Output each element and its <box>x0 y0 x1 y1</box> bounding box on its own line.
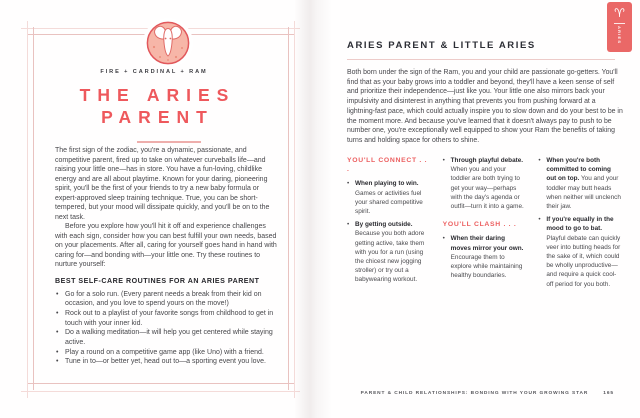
clash-item-text: You and your toddler may butt heads when neither will unclench their jaw. <box>546 175 621 211</box>
frame-line <box>27 383 294 384</box>
aries-ram-icon <box>146 21 190 65</box>
intro-paragraph: Before you explore how you'll hit it off and experience challenges with each sign, consider how you can best fulfill your own needs, based on your placements. After all, caring for yourself goes hand in hand with caring for—and bonding with—your little one. Try these routines to nurture yourself: <box>55 223 277 268</box>
clash-item <box>538 156 621 211</box>
heading-underline <box>347 59 615 60</box>
self-care-item: • Go for a solo run. (Every parent needs a break from their kid on occasion, and you love to spend yours on the move!) <box>55 290 277 309</box>
self-care-heading: BEST SELF-CARE ROUTINES FOR AN ARIES PARENT <box>55 276 260 285</box>
right-page <box>308 0 640 418</box>
page-title <box>0 84 308 128</box>
clash-item-text: Playful debate can quickly veer into butting heads for the sake of it, which could be wholly unproductive—and require a quick cool-off period for you both. <box>546 234 621 288</box>
frame-line <box>33 27 34 390</box>
connect-item-text: When you and your toddler are both trying to get your way—perhaps with the day's agenda or outfit—turn it into a game. <box>450 166 524 211</box>
clash-item-lead: When you're both committed to coming out on top. <box>546 157 611 183</box>
left-page-body <box>55 146 277 367</box>
clash-item <box>538 215 621 289</box>
page-title-line1: THE ARIES <box>79 85 236 105</box>
page-title-line2: PARENT <box>101 107 214 127</box>
footer-chapter-title: PARENT & CHILD RELATIONSHIPS: BONDING WITH YOUR GROWING STAR <box>360 391 589 396</box>
self-care-list <box>55 290 277 368</box>
frame-line <box>288 27 289 390</box>
connect-item-text: Games or activities fuel your shared competitive spirit. <box>355 189 423 216</box>
clash-item-text: Encourage them to explore while maintaining healthy boundaries. <box>450 253 523 280</box>
tab-divider <box>614 23 625 24</box>
connect-heading: YOU'LL CONNECT . . . <box>347 157 428 174</box>
connect-item-text: Because you both adore getting active, take them with you for a run (using the chicest new jogging stroller) or try out a babywearing workout. <box>355 230 425 284</box>
clash-item-lead: If you're equally in the mood to go to bat. <box>546 216 614 233</box>
connect-clash-columns <box>347 156 621 336</box>
connect-item-lead: When playing to win. <box>355 180 419 188</box>
section-intro: Both born under the sign of the Ram, you and your child are passionate go-getters. You'll find that as your baby grows into a toddler and beyond, they'll have a keen sense of self and prioritize their independence—just like you. Your little one also mirrors back your impulsivity and disinterest in anything that prevents you from pushing forward at a lightning-fast pace, which could actually inspire you to slow down and do your best to be in the moment more. And because you've learned that it doesn't always pay to push to be number one, you're exceptionally well equipped to show your Ram the benefits of taking turns and holding space for others to shine. <box>347 69 623 144</box>
title-divider <box>137 141 201 143</box>
aries-ram-badge <box>146 21 190 65</box>
section-heading: ARIES PARENT & LITTLE ARIES <box>347 40 536 51</box>
page-number: 165 <box>603 391 614 396</box>
clash-item <box>443 234 526 280</box>
clash-item-lead: When their daring moves mirror your own. <box>450 235 524 252</box>
connect-item-lead: Through playful debate. <box>450 157 524 164</box>
intro-paragraph: The first sign of the zodiac, you're a dynamic, passionate, and competitive parent, fired up to take on whatever curveballs life—and raising your little one—has in store. You have a fun-loving, childlike energy and are all about playtime. Known for your daring, pioneering spirit, you'll be the first of your friends to try a new baby formula or expert-approved sleep training technique. True, you can be short-tempered, but your mood will dissipate quickly, and you'll be on to the next task. <box>55 147 270 221</box>
left-page <box>0 0 308 418</box>
frame-line <box>27 21 28 398</box>
element-quality-kicker: FIRE + CARDINAL + RAM <box>100 69 208 75</box>
self-care-item: • Tune in to—or better yet, head out to—a sporting event you love. <box>55 357 277 367</box>
aries-symbol-icon: ♈ <box>614 6 625 20</box>
chapter-tab-aries <box>607 2 632 52</box>
connect-item <box>347 179 430 216</box>
connect-item <box>347 220 430 284</box>
connect-item-lead: By getting outside. <box>355 221 413 229</box>
connect-item <box>443 156 526 211</box>
self-care-item: • Rock out to a playlist of your favorite songs from childhood to get in touch with your inner kid. <box>55 309 277 328</box>
tab-label: ARIES <box>617 26 622 45</box>
clash-heading: YOU'LL CLASH . . . <box>442 221 517 229</box>
frame-line <box>21 391 300 392</box>
self-care-item: • Play a round on a competitive game app (like Uno) with a friend. <box>55 348 277 358</box>
running-footer <box>308 391 632 396</box>
self-care-item: • Do a walking meditation—it will help you get centered while staying active. <box>55 328 277 347</box>
